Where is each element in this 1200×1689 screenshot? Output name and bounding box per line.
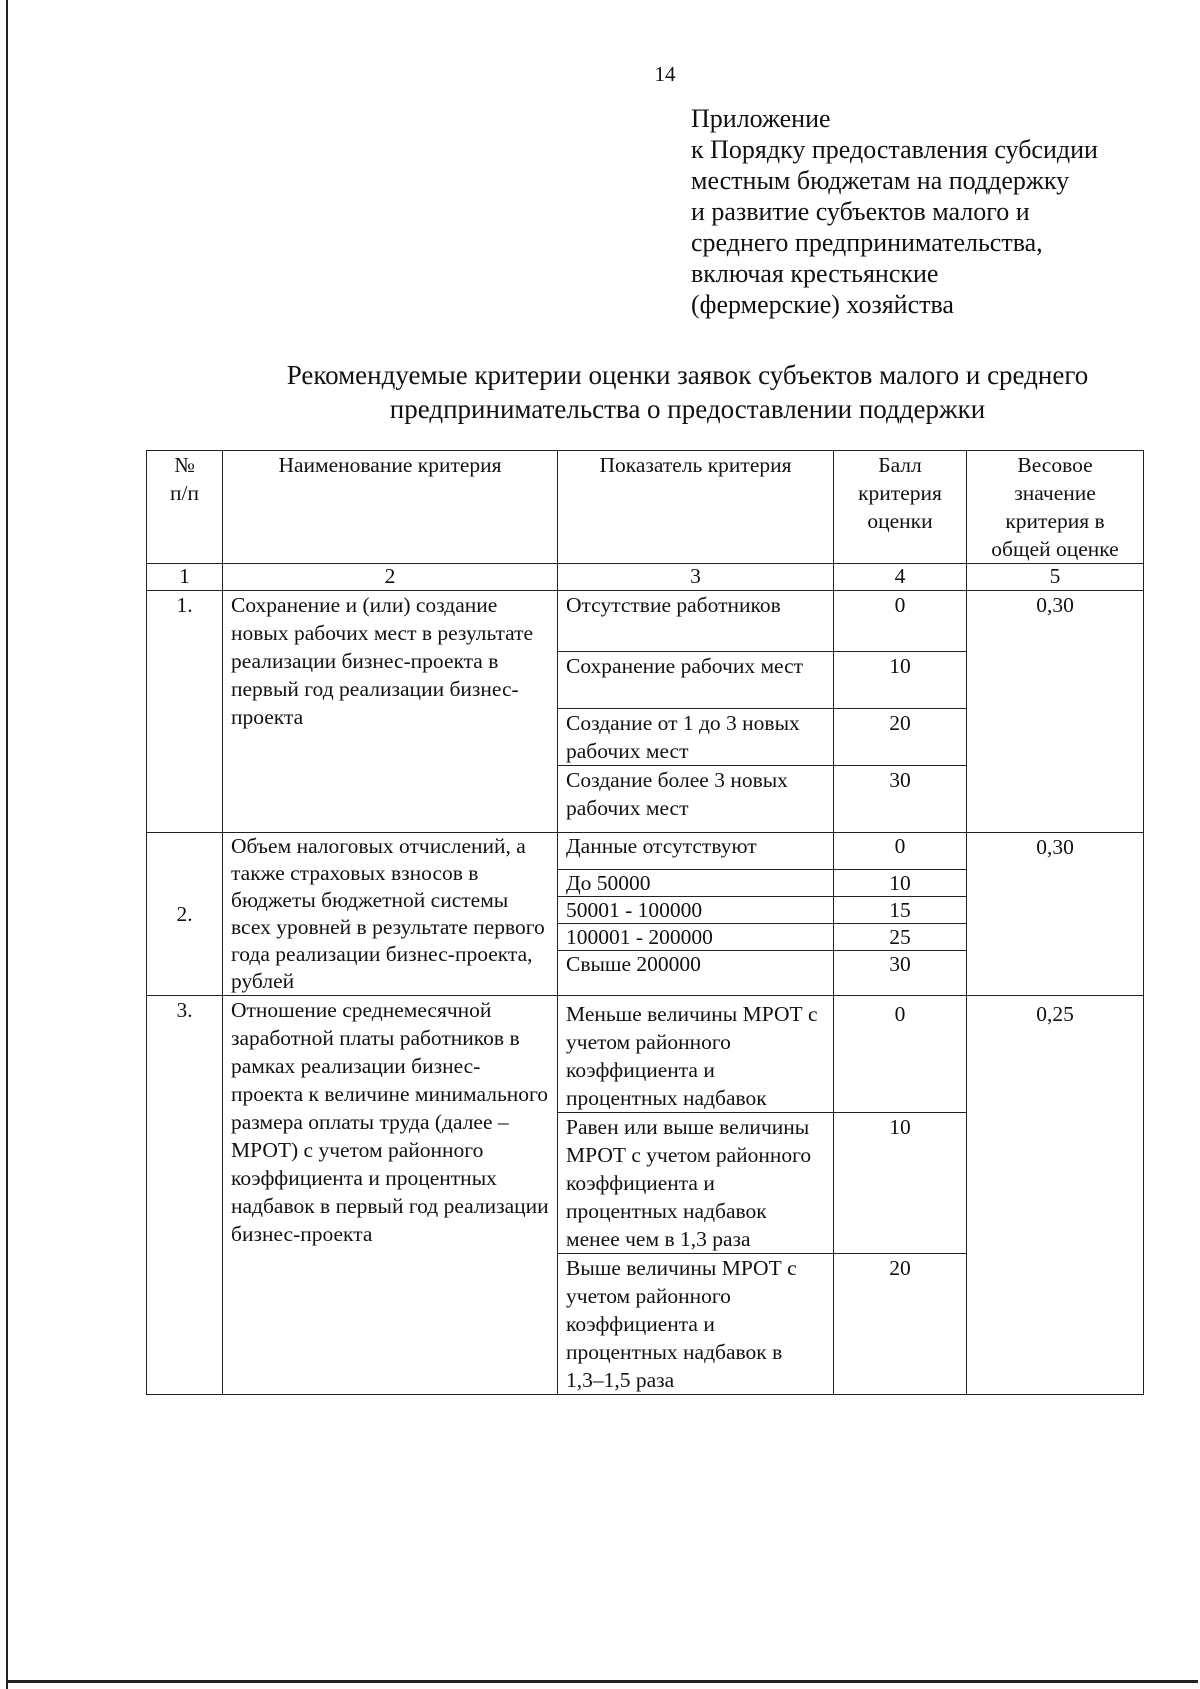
page-border-left <box>6 0 8 1689</box>
header-score: Балл критерия оценки <box>834 451 967 564</box>
criterion-name: Объем налоговых отчислений, а также страховых взносов в бюджеты бюджетной системы всех уровней в результате первого года реализации бизнес-проекта, рублей <box>223 833 558 996</box>
title-line-2: предпринимательства о предоставлении поддержки <box>389 394 986 424</box>
header-name: Наименование критерия <box>223 451 558 564</box>
indicator-cell: Свыше 200000 <box>558 951 834 996</box>
table-row <box>147 996 1144 1113</box>
column-number-row <box>147 564 1144 591</box>
column-number: 1 <box>147 564 223 591</box>
criterion-number: 1. <box>147 591 223 833</box>
appendix-line: среднего предпринимательства, <box>691 228 1043 257</box>
score-cell: 15 <box>834 897 967 924</box>
score-cell: 10 <box>834 870 967 897</box>
score-cell: 20 <box>834 709 967 766</box>
criterion-number: 2. <box>147 833 223 996</box>
indicator-cell: Выше величины МРОТ с учетом районного коэффициента и процентных надбавок в 1,3–1,5 раза <box>558 1254 834 1395</box>
weight-cell: 0,25 <box>967 996 1144 1395</box>
document-title <box>150 358 1200 426</box>
criterion-name: Сохранение и (или) создание новых рабочих мест в результате реализации бизнес-проекта в первый год реализации бизнес-проекта <box>223 591 558 833</box>
indicator-cell: До 50000 <box>558 870 834 897</box>
appendix-line: и развитие субъектов малого и <box>691 197 1030 226</box>
criterion-name: Отношение среднемесячной заработной платы работников в рамках реализации бизнес-проекта к величине минимального размера оплаты труда (далее – МРОТ) с учетом районного коэффициента и процентных надбавок в первый год реализации бизнес-проекта <box>223 996 558 1395</box>
appendix-line: Приложение <box>691 104 831 133</box>
page-border-bottom <box>6 1680 1198 1683</box>
column-number: 5 <box>967 564 1144 591</box>
indicator-cell: Равен или выше величины МРОТ с учетом районного коэффициента и процентных надбавок менее чем в 1,3 раза <box>558 1113 834 1254</box>
appendix-line: к Порядку предоставления субсидии <box>691 135 1098 164</box>
title-line-1: Рекомендуемые критерии оценки заявок субъектов малого и среднего <box>286 360 1089 390</box>
column-number: 3 <box>558 564 834 591</box>
column-number: 4 <box>834 564 967 591</box>
indicator-cell: 50001 - 100000 <box>558 897 834 924</box>
table-header-row <box>147 451 1144 564</box>
score-cell: 30 <box>834 766 967 833</box>
criteria-table <box>146 450 1144 1395</box>
page-number: 14 <box>654 62 676 86</box>
indicator-cell: Отсутствие работников <box>558 591 834 652</box>
indicator-cell: Меньше величины МРОТ с учетом районного коэффициента и процентных надбавок <box>558 996 834 1113</box>
header-indicator: Показатель критерия <box>558 451 834 564</box>
column-number: 2 <box>223 564 558 591</box>
indicator-cell: Сохранение рабочих мест <box>558 652 834 709</box>
score-cell: 25 <box>834 924 967 951</box>
appendix-line: включая крестьянские <box>691 259 939 288</box>
score-cell: 30 <box>834 951 967 996</box>
score-cell: 0 <box>834 833 967 870</box>
appendix-line: (фермерские) хозяйства <box>691 290 954 319</box>
score-cell: 0 <box>834 996 967 1113</box>
indicator-cell: 100001 - 200000 <box>558 924 834 951</box>
score-cell: 10 <box>834 652 967 709</box>
appendix-note <box>691 103 1098 320</box>
table-row <box>147 591 1144 652</box>
indicator-cell: Создание более 3 новых рабочих мест <box>558 766 834 833</box>
weight-cell: 0,30 <box>967 591 1144 833</box>
header-weight: Весовое значение критерия в общей оценке <box>967 451 1144 564</box>
indicator-cell: Создание от 1 до 3 новых рабочих мест <box>558 709 834 766</box>
table-row <box>147 833 1144 870</box>
score-cell: 0 <box>834 591 967 652</box>
indicator-cell: Данные отсутствуют <box>558 833 834 870</box>
header-num: № п/п <box>147 451 223 564</box>
appendix-line: местным бюджетам на поддержку <box>691 166 1070 195</box>
score-cell: 20 <box>834 1254 967 1395</box>
criterion-number: 3. <box>147 996 223 1395</box>
weight-cell: 0,30 <box>967 833 1144 996</box>
score-cell: 10 <box>834 1113 967 1254</box>
